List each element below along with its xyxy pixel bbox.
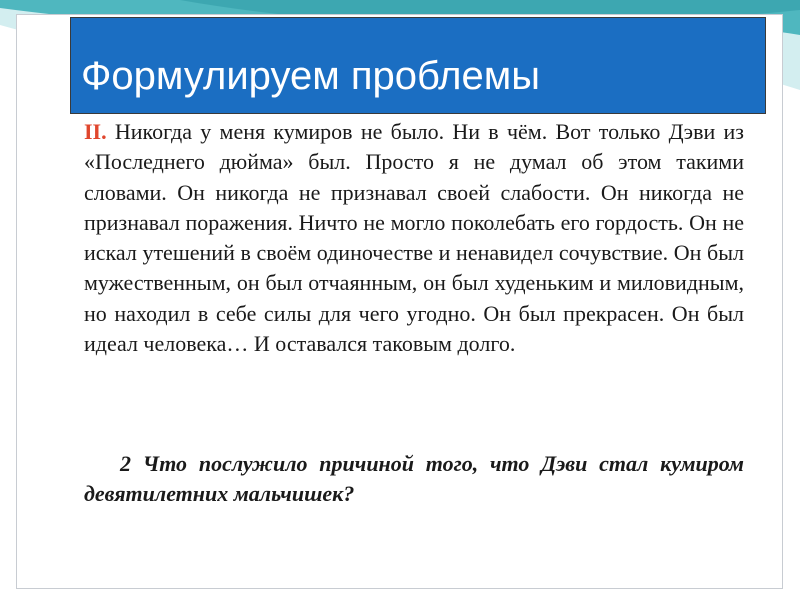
section-numeral: II.	[84, 119, 107, 144]
slide-title: Формулируем проблемы	[81, 54, 540, 98]
question-text: 2 Что послужило причиной того, что Дэви стал кумиром девятилетних мальчишек?	[84, 451, 744, 506]
body-paragraph	[84, 117, 744, 359]
title-banner	[70, 17, 766, 114]
body-text: Никогда у меня кумиров не было. Ни в чём. Вот только Дэви из «Последнего дюйма» был. Просто я не думал об этом такими словами. Он никогда не признавал своей слабости. Он никогда не признавал поражения. Ничто не могло поколебать его гордость. Он не искал утешений в своём одиночестве и ненавидел сочувствие. Он был мужественным, он был отчаянным, он был худеньким и миловидным, но находил в себе силы для чего угодно. Он был прекрасен. Он был идеал человека… И оставался таковым долго.	[84, 119, 744, 357]
